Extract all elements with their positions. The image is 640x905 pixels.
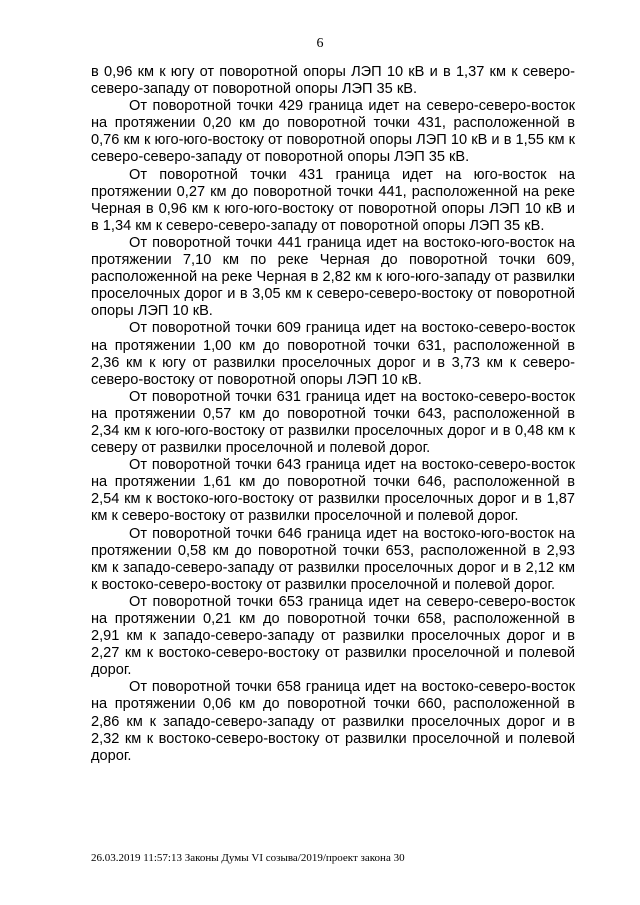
paragraph-point-631: От поворотной точки 631 граница идет на востоко-северо-восток на протяжении 0,57 км до поворотной точки 643, расположенной в 2,34 км к юго-юго-востоку от развилки проселочных дорог и в 0,48 км к северу от развилки проселочной и полевой дорог. [91, 388, 575, 457]
paragraph-continuation: в 0,96 км к югу от поворотной опоры ЛЭП 10 кВ и в 1,37 км к северо-северо-западу от поворотной опоры ЛЭП 35 кВ. [91, 64, 575, 98]
paragraph-point-609: От поворотной точки 609 граница идет на востоко-северо-восток на протяжении 1,00 км до поворотной точки 631, расположенной в 2,36 км к югу от развилки проселочных дорог и в 3,73 км к северо-северо-востоку от поворотной опоры ЛЭП 10 кВ. [91, 320, 575, 388]
paragraph-point-643: От поворотной точки 643 граница идет на востоко-северо-восток на протяжении 1,61 км до поворотной точки 646, расположенной в 2,54 км к востоко-юго-востоку от развилки проселочных дорог и в 1,87 км к северо-востоку от развилки проселочной и полевой дорог. [91, 457, 575, 525]
paragraph-point-441: От поворотной точки 441 граница идет на востоко-юго-восток на протяжении 7,10 км по реке Черная до поворотной точки 609, расположенной на реке Черная в 2,82 км к юго-юго-западу от развилки проселочных дорог и в 3,05 км к северо-северо-востоку от поворотной опоры ЛЭП 10 кВ. [91, 234, 575, 320]
document-footer: 26.03.2019 11:57:13 Законы Думы VI созыва/2019/проект закона 30 [91, 852, 405, 864]
paragraph-point-653: От поворотной точки 653 граница идет на северо-северо-восток на протяжении 0,21 км до поворотной точки 658, расположенной в 2,91 км к западо-северо-западу от развилки проселочных дорог и в 2,27 км к востоко-северо-востоку от развилки проселочной и полевой дорог. [91, 593, 575, 679]
paragraph-point-646: От поворотной точки 646 граница идет на востоко-юго-восток на протяжении 0,58 км до поворотной точки 653, расположенной в 2,93 км к западо-северо-западу от развилки проселочных дорог и в 2,12 км к востоко-северо-востоку от развилки проселочной и полевой дорог. [91, 525, 575, 593]
page-number: 6 [316, 36, 324, 51]
paragraph-point-431: От поворотной точки 431 граница идет на юго-восток на протяжении 0,27 км до поворотной точки 441, расположенной на реке Черная в 0,96 км к юго-юго-востоку от поворотной опоры ЛЭП 10 кВ и в 1,34 км к северо-северо-западу от поворотной опоры ЛЭП 35 кВ. [91, 166, 575, 234]
document-body [91, 64, 575, 765]
paragraph-point-658: От поворотной точки 658 граница идет на востоко-северо-восток на протяжении 0,06 км до поворотной точки 660, расположенной в 2,86 км к западо-северо-западу от развилки проселочных дорог и в 2,32 км к востоко-северо-востоку от развилки проселочной и полевой дорог. [91, 679, 575, 764]
paragraph-point-429: От поворотной точки 429 граница идет на северо-северо-восток на протяжении 0,20 км до поворотной точки 431, расположенной в 0,76 км к юго-юго-востоку от поворотной опоры ЛЭП 10 кВ и в 1,55 км к северо-северо-западу от поворотной опоры ЛЭП 35 кВ. [91, 98, 575, 166]
